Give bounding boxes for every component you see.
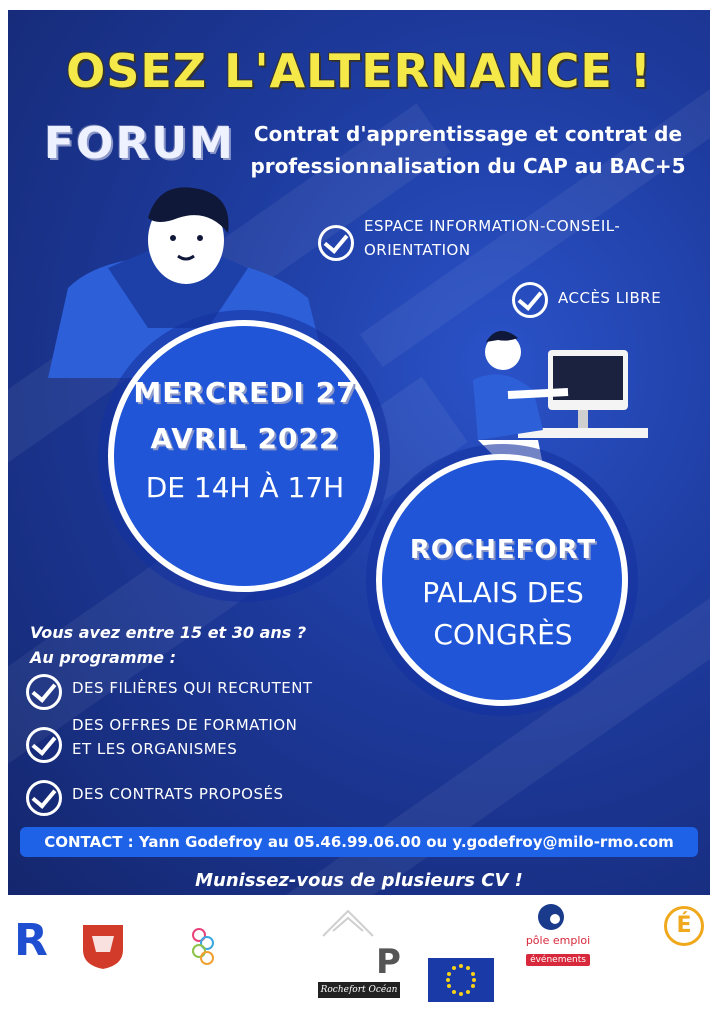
programme-label: Au programme :: [30, 648, 176, 667]
subtitle: [238, 118, 698, 182]
check-circle-icon: [26, 727, 62, 763]
pole-emploi-line-2: événements: [526, 954, 590, 966]
subtitle-line-1: Contrat d'apprentissage et contrat de: [253, 122, 683, 146]
sketch-logo-icon: [318, 906, 378, 946]
feature-espace-line-1: ESPACE INFORMATION-CONSEIL-: [364, 217, 621, 235]
eu-flag-icon: [428, 958, 494, 1002]
feature-acces-libre: ACCÈS LIBRE: [558, 289, 662, 307]
programme-item-offres-line-1: DES OFFRES DE FORMATION: [72, 716, 298, 734]
place-venue-2: CONGRÈS: [433, 618, 573, 651]
date-day: MERCREDI 27: [133, 376, 357, 409]
programme-item-offres: [72, 713, 297, 761]
cv-note: Munissez-vous de plusieurs CV !: [195, 870, 523, 891]
pole-emploi-text: [518, 934, 598, 966]
rings-logo-icon: [190, 926, 216, 966]
forum-label: FORUM: [44, 118, 235, 169]
pole-emploi-line-1: pôle emploi: [525, 934, 591, 947]
rochefort-ocean-logo: Rochefort Océan: [318, 982, 400, 998]
age-question: Vous avez entre 15 et 30 ans ?: [30, 623, 307, 642]
r-logo: R: [14, 915, 48, 966]
feature-espace: [364, 214, 620, 262]
e-logo: É: [664, 906, 704, 946]
programme-item-filieres: DES FILIÈRES QUI RECRUTENT: [72, 679, 313, 697]
check-circle-icon: [512, 282, 548, 318]
check-circle-icon: [318, 225, 354, 261]
place-block: [388, 528, 618, 656]
date-hours: DE 14H À 17H: [145, 471, 345, 504]
poster: [8, 10, 710, 895]
subtitle-line-2: professionnalisation du CAP au BAC+5: [250, 154, 686, 178]
programme-item-contrats: DES CONTRATS PROPOSÉS: [72, 785, 284, 803]
p-logo: P: [376, 942, 401, 982]
date-month: AVRIL 2022: [150, 422, 340, 455]
poster-title: OSEZ L'ALTERNANCE !: [66, 44, 652, 98]
check-circle-icon: [26, 780, 62, 816]
programme-intro: [30, 620, 306, 670]
place-venue-1: PALAIS DES: [422, 576, 584, 609]
programme-item-offres-line-2: ET LES ORGANISMES: [72, 740, 238, 758]
place-city: ROCHEFORT: [409, 535, 597, 565]
date-block: [120, 370, 370, 514]
coat-of-arms-icon: [80, 922, 126, 972]
check-circle-icon: [26, 674, 62, 710]
feature-espace-line-2: ORIENTATION: [364, 241, 471, 259]
contact-bar: CONTACT : Yann Godefroy au 05.46.99.06.00 ou y.godefroy@milo-rmo.com: [20, 827, 698, 857]
pole-emploi-icon: [536, 902, 566, 932]
